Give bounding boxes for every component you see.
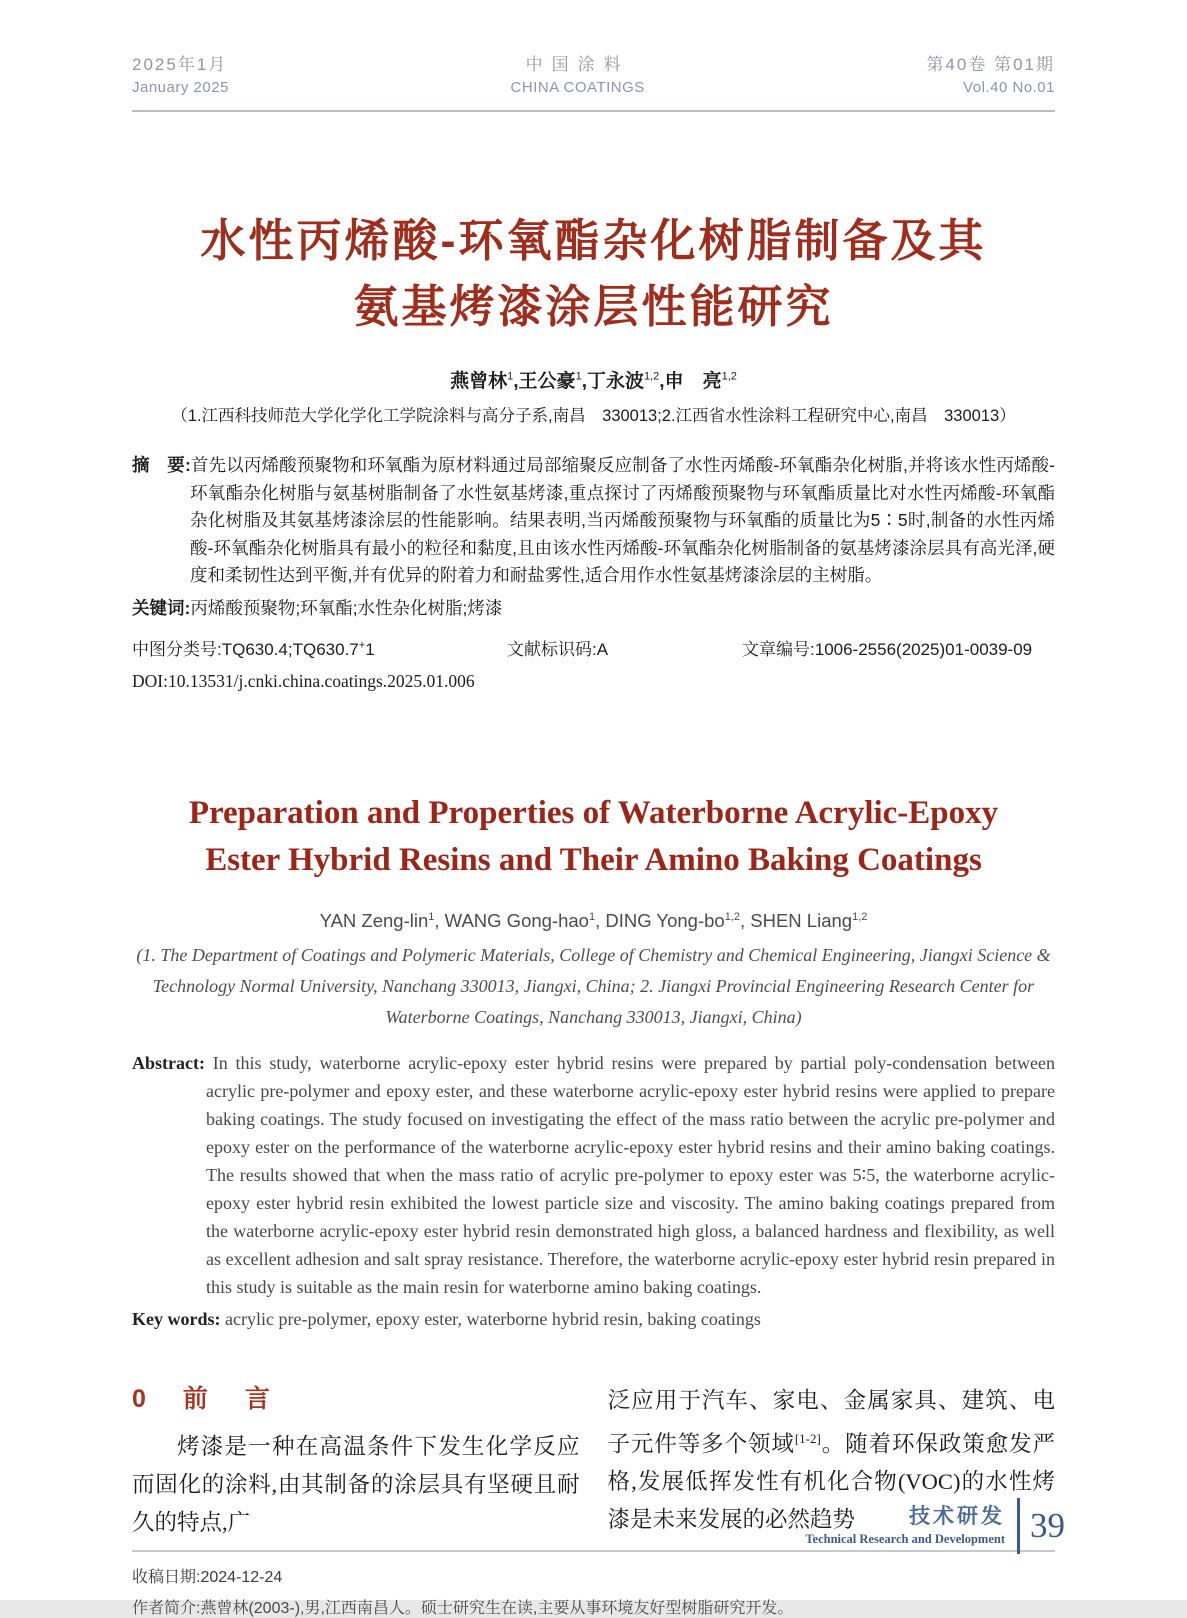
citation-ref: [1-2]	[794, 1430, 821, 1446]
authors-zh	[132, 366, 1055, 393]
article-title-en-line1: Preparation and Properties of Waterborne Acrylic-Epoxy	[188, 794, 999, 831]
author-bio: 作者简介:燕曾林(2003-),男,江西南昌人。硕士研究生在读,主要从事环境友好型树脂研究开发。	[132, 1599, 794, 1617]
author-en: DING Yong-bo$^{1,2}$,	[605, 909, 751, 931]
clc-number: 中图分类号:TQ630.4;TQ630.7+1	[132, 638, 375, 659]
keywords-zh	[132, 595, 1055, 620]
article-title-zh-line1: 水性丙烯酸-环氧酯杂化树脂制备及其	[200, 215, 987, 266]
header-issue	[926, 54, 1055, 98]
author-zh: 申 亮$^{1,2}$	[664, 370, 737, 392]
abstract-zh-label: 摘 要:	[132, 455, 191, 475]
affiliation-en: (1. The Department of Coatings and Polymeric Materials, College of Chemistry and Chemical Engineering, Jiangxi Science & Technology Normal University, Nanchang 330013, Jiangxi, China; 2. Jiangxi Provincial Engineering Research Center for Waterborne Coatings, Nanchang 330013, Jiangxi, China)	[136, 944, 1051, 1027]
page-number: 39	[1030, 1506, 1065, 1545]
footnote-block	[132, 1564, 1055, 1618]
classification-row	[132, 635, 1055, 660]
author-en: YAN Zeng-lin$^1$,	[319, 909, 445, 931]
header-journal-title	[511, 54, 645, 98]
keywords-en-text: acrylic pre-polymer, epoxy ester, waterborne hybrid resin, baking coatings	[225, 1308, 761, 1329]
doi: DOI:10.13531/j.cnki.china.coatings.2025.01.006	[132, 670, 475, 691]
keywords-zh-label: 关键词:	[132, 597, 191, 618]
footer-divider-bar	[1017, 1498, 1020, 1554]
author-zh: 燕曾林$^1$,	[450, 370, 519, 392]
article-title-zh	[132, 208, 1055, 340]
authors-en	[132, 910, 1055, 932]
intro-left-column	[132, 1382, 580, 1542]
keywords-zh-text: 丙烯酸预聚物;环氧酯;水性杂化树脂;烤漆	[190, 597, 503, 618]
header-date-zh: 2025年1月	[132, 55, 228, 74]
author-en: WANG Gong-hao$^1$,	[444, 909, 606, 931]
document-code: 文献标识码:A	[507, 639, 609, 659]
journal-name-zh: 中国涂料	[525, 55, 630, 74]
keywords-en	[132, 1309, 1055, 1330]
abstract-en-label: Abstract:	[132, 1052, 205, 1073]
page-footer	[805, 1498, 1065, 1554]
author-en: SHEN Liang$^{1,2}$	[750, 909, 868, 931]
abstract-zh-text: 首先以丙烯酸预聚物和环氧酯为原材料通过局部缩聚反应制备了水性丙烯酸-环氧酯杂化树脂,并将该水性丙烯酸-环氧酯杂化树脂与氨基树脂制备了水性氨基烤漆,重点探讨了丙烯酸预聚物与环氧酯质量比对水性丙烯酸-环氧酯杂化树脂及其氨基烤漆涂层的性能影响。结果表明,当丙烯酸预聚物与环氧酯的质量比为5∶5时,制备的水性丙烯酸-环氧酯杂化树脂具有最小的粒径和黏度,且由该水性丙烯酸-环氧酯杂化树脂制备的氨基烤漆涂层具有高光泽,硬度和柔韧性达到平衡,并有优异的附着力和耐盐雾性,适合用作水性氨基烤漆涂层的主树脂。	[190, 455, 1055, 585]
abstract-en	[132, 1049, 1055, 1301]
footer-section-zh: 技术研发	[909, 1505, 1005, 1528]
author-zh: 王公豪$^1$,	[518, 370, 587, 392]
received-date: 收稿日期:2024-12-24	[132, 1568, 283, 1586]
abstract-en-text: In this study, waterborne acrylic-epoxy ester hybrid resins were prepared by partial poly-condensation between acrylic pre-polymer and epoxy ester, and these waterborne acrylic-epoxy ester hybrid resins were applied to prepare baking coatings. The study focused on investigating the effect of the mass ratio between the acrylic pre-polymer and epoxy ester on the performance of the waterborne acrylic-epoxy ester hybrid resins and their amino baking coatings. The results showed that when the mass ratio of acrylic pre-polymer to epoxy ester was 5∶5, the waterborne acrylic-epoxy ester hybrid resin exhibited the lowest particle size and viscosity. The amino baking coatings prepared from the waterborne acrylic-epoxy ester hybrid resin demonstrated high gloss, a balanced hardness and flexibility, as well as excellent adhesion and salt spray resistance. Therefore, the waterborne acrylic-epoxy ester hybrid resin prepared in this study is suitable as the main resin for waterborne amino baking coatings.	[206, 1052, 1056, 1297]
article-id: 文章编号:1006-2556(2025)01-0039-09	[742, 639, 1033, 659]
article-title-en	[132, 790, 1055, 884]
author-zh: 丁永波$^{1,2}$,	[586, 370, 665, 392]
intro-paragraph-right: 泛应用于汽车、家电、金属家具、建筑、电子元件等多个领域[1-2]。随着环保政策愈发严格,发展低挥发性有机化合物(VOC)的水性烤漆是未来发展的必然趋势	[607, 1387, 1055, 1532]
header-date	[132, 54, 229, 98]
footer-section-en: Technical Research and Development	[805, 1532, 1005, 1546]
intro-paragraph-left: 烤漆是一种在高温条件下发生化学反应而固化的涂料,由其制备的涂层具有坚硬且耐久的特点,广	[132, 1433, 580, 1535]
footer-section-labels	[805, 1505, 1005, 1547]
affiliation-zh: （1.江西科技师范大学化学化工学院涂料与高分子系,南昌 330013;2.江西省水性涂料工程研究中心,南昌 330013）	[171, 407, 1016, 425]
header-issue-zh: 第40卷 第01期	[926, 55, 1055, 74]
journal-header	[132, 0, 1055, 112]
journal-name-en: CHINA COATINGS	[510, 79, 645, 97]
section-heading-intro: 0 前 言	[132, 1384, 276, 1413]
header-date-en: January 2025	[132, 79, 229, 97]
abstract-zh	[132, 452, 1055, 590]
article-title-en-line2: Ester Hybrid Resins and Their Amino Baking Coatings	[205, 841, 982, 878]
article-title-zh-line2: 氨基烤漆涂层性能研究	[353, 281, 834, 332]
header-issue-en: Vol.40 No.01	[963, 79, 1055, 97]
keywords-en-label: Key words:	[132, 1308, 221, 1329]
